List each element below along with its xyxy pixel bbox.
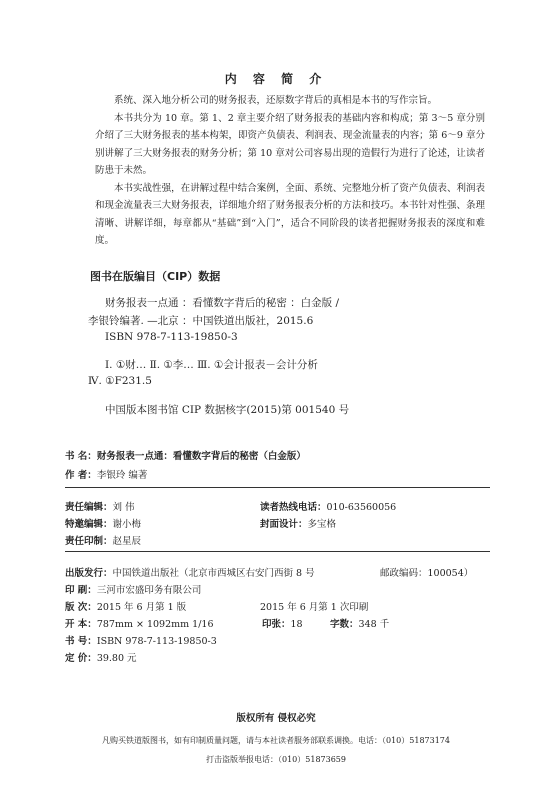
copyright-notice: 凡购买铁道版图书，如有印制质量问题，请与本社读者服务部联系调换。电话：（010）51873174 bbox=[102, 736, 450, 745]
format-label: 开 本： bbox=[65, 619, 97, 630]
format-value: 787mm × 1092mm 1/16 bbox=[96, 619, 214, 630]
publisher-value: 中国铁道出版社（北京市西城区右安门西街 8 号 bbox=[112, 568, 315, 579]
cip-heading: 图书在版编目（CIP）数据 bbox=[90, 270, 221, 283]
chief-editor-row bbox=[65, 499, 135, 513]
print-supervisor-label: 责任印制： bbox=[65, 536, 113, 547]
cip-line-1: 财务报表一点通 ：看懂数字背后的秘密 ：白金版 / bbox=[105, 297, 340, 309]
publisher-row bbox=[65, 565, 315, 579]
printer-label: 印 刷： bbox=[65, 585, 97, 596]
book-name-row bbox=[65, 448, 306, 462]
cip-line-3: ISBN 978-7-113-19850-3 bbox=[105, 331, 238, 343]
isbn-value: ISBN 978-7-113-19850-3 bbox=[96, 636, 217, 647]
book-author-row bbox=[65, 467, 147, 481]
cover-design-value: 多宝格 bbox=[307, 519, 337, 530]
hotline-value: 010-63560056 bbox=[326, 502, 397, 513]
book-author-label: 作 者： bbox=[65, 470, 97, 481]
postcode: 邮政编码：100054） bbox=[380, 568, 474, 579]
hotline-label: 读者热线电话： bbox=[260, 502, 327, 513]
chief-editor-label: 责任编辑： bbox=[65, 502, 113, 513]
divider-1 bbox=[65, 487, 490, 488]
piracy-report: 打击盗版举报电话：（010）51873659 bbox=[206, 755, 346, 764]
chief-editor-value: 刘 伟 bbox=[112, 502, 135, 513]
copyright-heading: 版权所有 侵权必究 bbox=[236, 713, 316, 724]
edition-row bbox=[65, 599, 186, 613]
book-name-value: 财务报表一点通：看懂数字背后的秘密（白金版） bbox=[96, 451, 306, 462]
book-author-value: 李银玲 编著 bbox=[96, 470, 148, 481]
edition-print: 2015 年 6 月第 1 次印刷 bbox=[260, 602, 369, 613]
hotline-row bbox=[260, 499, 396, 513]
edition-value: 2015 年 6 月第 1 版 bbox=[96, 602, 187, 613]
cover-design-label: 封面设计： bbox=[260, 519, 308, 530]
sheets-label: 印张： bbox=[262, 619, 291, 630]
isbn-row bbox=[65, 633, 217, 647]
summary-paragraph-1: 系统、深入地分析公司的财务报表，还原数字背后的真相是本书的写作宗旨。 bbox=[114, 95, 438, 106]
special-editor-value: 谢小梅 bbox=[112, 519, 142, 530]
cip-line-5: Ⅳ. ①F231.5 bbox=[88, 375, 152, 387]
print-supervisor-row bbox=[65, 533, 141, 547]
printer-value: 三河市宏盛印务有限公司 bbox=[96, 585, 202, 596]
isbn-label: 书 号： bbox=[65, 636, 97, 647]
price-value: 39.80 元 bbox=[96, 653, 137, 664]
price-label: 定 价： bbox=[65, 653, 97, 664]
cover-design-row bbox=[260, 516, 336, 530]
sheets-row bbox=[262, 616, 303, 630]
cip-line-2: 李银铃编著. —北京 ：中国铁道出版社，2015.6 bbox=[88, 315, 314, 327]
special-editor-row bbox=[65, 516, 141, 530]
summary-title: 内 容 简 介 bbox=[224, 72, 328, 86]
summary-body bbox=[95, 92, 485, 250]
publisher-label: 出版发行： bbox=[65, 568, 113, 579]
special-editor-label: 特邀编辑： bbox=[65, 519, 113, 530]
summary-paragraph-2: 本书共分为 10 章。第 1、2 章主要介绍了财务报表的基础内容和构成；第 3～5 章分别介绍了三大财务报表的基本构架，即资产负债表、利润表、现金流量表的内容；第 6～9 章分别讲解了三大财务报表的财务分析；第 10 章对公司容易出现的造假行为进行了论述，让读者防患于未然。 bbox=[95, 112, 485, 176]
print-supervisor-value: 赵星辰 bbox=[112, 536, 142, 547]
summary-paragraph-3: 本书实战性强，在讲解过程中结合案例，全面、系统、完整地分析了资产负债表、利润表和现金流量表三大财务报表，详细地介绍了财务报表分析的方法和技巧。本书针对性强、条理清晰、讲解详细，每章都从“基础”到“入门”，适合不同阶段的读者把握财务报表的深度和难度。 bbox=[95, 182, 485, 246]
price-row bbox=[65, 650, 137, 664]
words-label: 字数： bbox=[330, 619, 359, 630]
edition-label: 版 次： bbox=[65, 602, 97, 613]
cip-line-4: Ⅰ. ①财… Ⅱ. ①李… Ⅲ. ①会计报表－会计分析 bbox=[105, 359, 318, 371]
words-value: 348 千 bbox=[358, 619, 390, 630]
book-name-label: 书 名： bbox=[65, 451, 97, 462]
divider-2 bbox=[65, 551, 490, 552]
cip-data-number: 中国版本图书馆 CIP 数据核字(2015)第 001540 号 bbox=[105, 404, 350, 416]
sheets-value: 18 bbox=[290, 619, 303, 630]
words-row bbox=[330, 616, 389, 630]
printer-row bbox=[65, 582, 201, 596]
format-row bbox=[65, 616, 214, 630]
